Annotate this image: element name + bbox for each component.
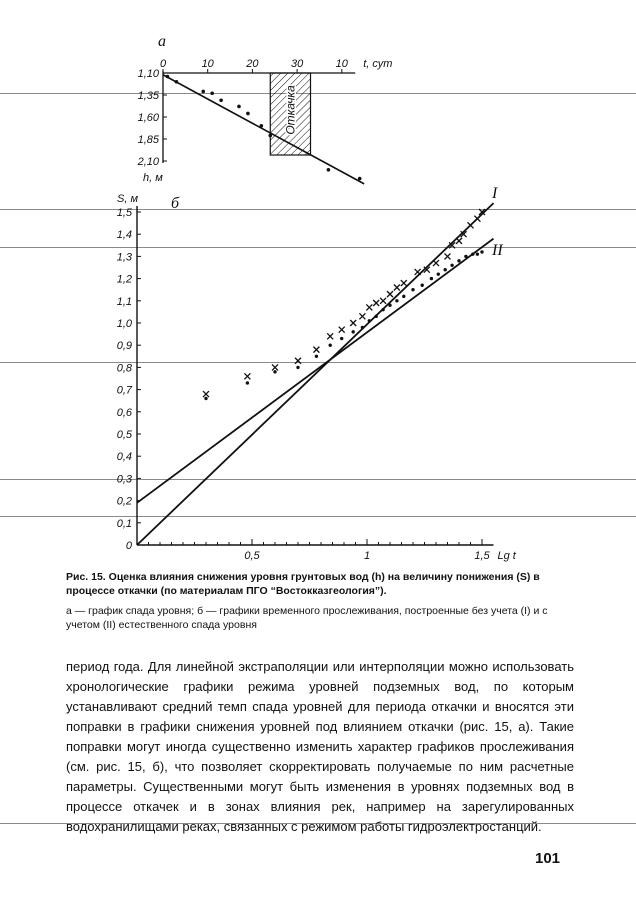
panel-a-y-tick-label: 1,60: [137, 112, 159, 124]
panel-a-y-tick-label: 1,35: [137, 90, 159, 102]
panel-b-fit-line-II: [137, 239, 494, 503]
panel-b-point-series-II: [480, 250, 483, 253]
panel-b-point-series-I: [366, 304, 372, 310]
panel-b-point-series-II: [352, 330, 355, 333]
panel-a-x-axis-label: t, сут: [363, 58, 393, 70]
panel-b-x-tick-label: 1,5: [474, 550, 490, 562]
panel-b-x-tick-label: 0,5: [244, 550, 260, 562]
panel-b-point-series-I: [359, 313, 365, 319]
panel-b-point-series-I: [327, 333, 333, 339]
panel-b-point-series-II: [421, 284, 424, 287]
panel-b-drawdown-tracking-chart: [117, 193, 517, 562]
panel-b-point-series-I: [468, 222, 474, 228]
panel-b-point-series-I: [272, 364, 278, 370]
panel-b-point-series-II: [315, 355, 318, 358]
panel-b-point-series-II: [296, 366, 299, 369]
panel-a-data-point: [260, 124, 264, 128]
panel-a-data-point: [201, 90, 205, 94]
panel-a-data-point: [219, 98, 223, 102]
panel-b-y-tick-label: 0,9: [116, 340, 132, 353]
panel-b-point-series-II: [361, 326, 364, 329]
panel-a-data-point: [358, 177, 362, 181]
panel-a-x-tick-label: 10: [201, 58, 214, 70]
panel-b-point-series-II: [204, 397, 207, 400]
panel-b-point-series-II: [444, 268, 447, 271]
panel-a-x-tick-label: 10: [335, 58, 348, 70]
panel-a-data-point: [237, 105, 241, 109]
panel-b-y-tick-label: 0,7: [116, 384, 132, 397]
panel-a-data-point: [210, 91, 214, 95]
panel-b-point-series-I: [350, 320, 356, 326]
panel-b-x-axis-label: Lg t: [497, 550, 516, 562]
panel-b-y-tick-label: 1,2: [116, 273, 132, 286]
panel-b-y-tick-label: 1,0: [116, 318, 132, 330]
panel-b-point-series-I: [380, 298, 386, 304]
panel-b-point-series-II: [340, 337, 343, 340]
panel-b-point-series-II: [246, 381, 249, 384]
panel-b-y-tick-label: 0: [125, 540, 132, 552]
panel-b-y-axis-label: S, м: [117, 193, 138, 205]
panel-b-point-series-I: [394, 284, 400, 290]
panel-b-y-tick-label: 1,5: [116, 207, 132, 219]
panel-b-y-tick-label: 0,6: [116, 406, 132, 419]
panel-b-point-series-II: [329, 344, 332, 347]
panel-b-label: б: [171, 195, 180, 212]
panel-b-point-series-II: [471, 252, 474, 255]
panel-a-y-tick-label: 1,85: [137, 134, 159, 146]
panel-b-point-series-I: [373, 300, 379, 306]
figure-caption-title: Рис. 15. Оценка влияния снижения уровня грунтовых вод (h) на величину понижения (S) в процессе откачки (по материалам ПГО “Востокказгеология”).: [66, 571, 540, 597]
panel-b-point-series-I: [401, 280, 407, 286]
panel-b-y-tick-label: 0,3: [116, 473, 132, 486]
page-number: 101: [535, 850, 561, 867]
panel-a-data-point: [175, 80, 179, 84]
panel-a-x-tick-label: 20: [246, 58, 259, 70]
panel-b-point-series-I: [203, 391, 209, 397]
panel-a-data-point: [166, 75, 170, 79]
panel-b-y-tick-label: 1,4: [116, 229, 132, 242]
panel-b-point-series-I: [474, 216, 480, 222]
panel-a-y-axis-label: h, м: [143, 172, 163, 184]
panel-a-x-tick-label: 0: [159, 58, 167, 70]
panel-a-label: а: [158, 33, 166, 50]
panel-b-point-series-I: [339, 327, 345, 333]
panel-b-point-series-I: [313, 347, 319, 353]
panel-b-y-tick-label: 1,3: [116, 251, 132, 264]
panel-a-data-point: [246, 112, 250, 116]
panel-a-x-tick-label: 30: [290, 58, 304, 70]
panel-b-y-tick-label: 0,4: [116, 451, 132, 464]
panel-b-fit-line-I: [137, 203, 494, 545]
panel-b-point-series-II: [437, 272, 440, 275]
line-I-label: I: [492, 185, 498, 202]
panel-b-point-series-I: [456, 238, 462, 244]
panel-b-point-series-II: [476, 252, 479, 255]
panel-b-x-tick-label: 1: [363, 550, 371, 562]
panel-a-y-tick-label: 1,10: [137, 68, 159, 80]
panel-b-point-series-I: [244, 373, 250, 379]
panel-a-data-point: [268, 134, 272, 138]
panel-b-point-series-II: [457, 259, 460, 262]
panel-b-point-series-II: [411, 288, 414, 291]
panel-a-level-decline-chart: [137, 58, 393, 184]
panel-b-point-series-II: [464, 255, 467, 258]
panel-b-point-series-II: [368, 319, 371, 322]
panel-b-y-tick-label: 0,5: [116, 429, 132, 441]
panel-b-point-series-II: [381, 308, 384, 311]
panel-a-data-point: [327, 168, 331, 172]
panel-b-point-series-I: [295, 358, 301, 364]
panel-b-point-series-I: [387, 291, 393, 297]
panel-b-y-tick-label: 1,1: [116, 295, 132, 308]
panel-b-point-series-I: [445, 253, 451, 259]
panel-b-point-series-II: [430, 277, 433, 280]
panel-b-point-series-II: [450, 264, 453, 267]
panel-b-point-series-II: [273, 370, 276, 373]
body-paragraph: период года. Для линейной экстраполяции или интерполяции можно использовать хронологические графики режима уровней подземных вод, по которым устанавливают средний темп спада уровней для периода откачки и вносятся эти поправки в графики снижения уровней под влиянием откачки (рис. 15, а). Такие поправки могут иногда существенно изменить характер графиков прослеживания (см. рис. 15, б), что позволяет скорректировать получаемые по ним расчетные параметры. Существенными могут быть изменения в уровнях подземных вод в процессе откачек и в зонах влияния рек, например на зарегулированных водохранилищами реках, связанных с режимом работы гидроэлектростанций.: [66, 659, 574, 834]
panel-b-point-series-II: [388, 304, 391, 307]
panel-b-y-tick-label: 0,8: [116, 362, 132, 375]
figure-caption-subtitle: а — график спада уровня; б — графики временного прослеживания, построенные без учета (I) и с учетом (II) естественного спада уровня: [66, 605, 548, 631]
panel-b-point-series-II: [402, 295, 405, 298]
panel-b-y-tick-label: 0,1: [116, 517, 132, 530]
panel-a-trend-line: [163, 75, 364, 184]
panel-b-point-series-II: [375, 315, 378, 318]
panel-b-point-series-II: [395, 299, 398, 302]
panel-b-point-series-I: [415, 269, 421, 275]
panel-a-y-tick-label: 2,10: [137, 156, 159, 168]
pumping-period-label: Откачка: [283, 85, 298, 135]
panel-b-y-tick-label: 0,2: [116, 495, 132, 508]
line-II-label: II: [492, 242, 503, 259]
panel-b-point-series-I: [433, 260, 439, 266]
